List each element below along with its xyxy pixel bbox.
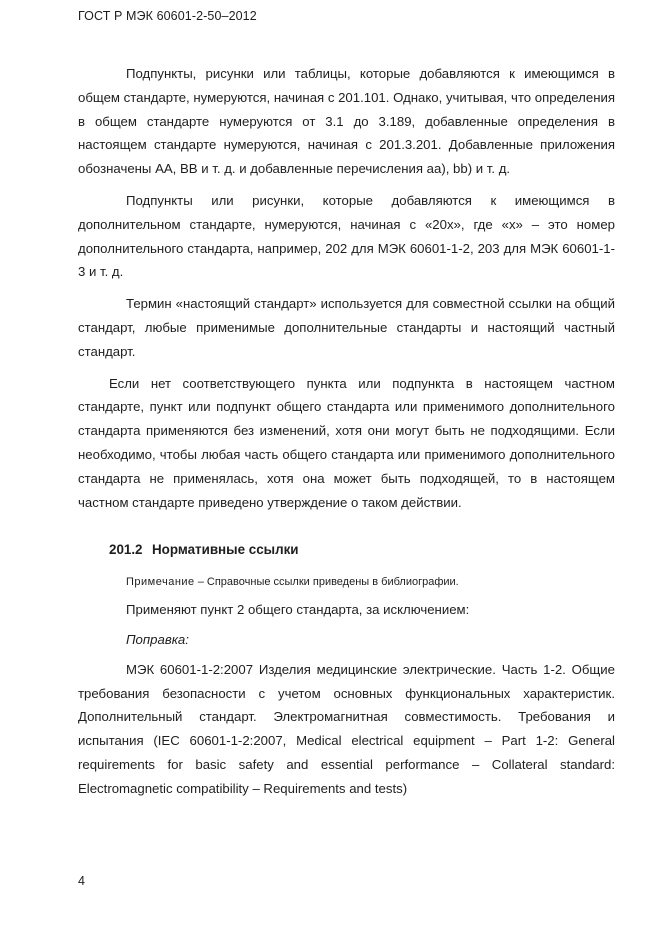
normative-reference: МЭК 60601-1-2:2007 Изделия медицинские электрические. Часть 1-2. Общие требования безопасности с учетом основных функциональных характеристик. Дополнительный стандарт. Электромагнитная совместимость. Требования и испытания (IEC 60601-1-2:2007, Medical electrical equipment – Part 1-2: General requirements for basic safety and essential performance – Collateral standard: Electromagnetic compatibility – Requirements and tests) — [78, 661, 615, 796]
paragraph-numbering-collateral: Подпункты или рисунки, которые добавляются к имеющимся в дополнительном стандарте, нумеруются, начиная с «20x», где «x» – это номер дополнительного стандарта, например, 202 для МЭК 60601-1-2, 203 для МЭК 60601-1-3 и т. д. — [78, 192, 615, 280]
paragraph-term-definition: Термин «настоящий стандарт» используется для совместной ссылки на общий стандарт, любые применимые дополнительные стандарты и настоящий частный стандарт. — [78, 296, 615, 359]
note-text: – Справочные ссылки приведены в библиографии. — [197, 576, 459, 589]
section-note — [126, 572, 615, 592]
note-label: Примечание — [126, 576, 195, 589]
document-header: ГОСТ Р МЭК 60601-2-50–2012 — [78, 9, 257, 23]
amendment-label: Поправка: — [126, 631, 189, 647]
section-number: 201.2 — [109, 542, 143, 558]
apply-statement: Применяют пункт 2 общего стандарта, за исключением: — [126, 602, 470, 618]
section-title: Нормативные ссылки — [152, 542, 299, 558]
page-number: 4 — [78, 874, 85, 888]
paragraph-applicability: Если нет соответствующего пункта или подпункта в настоящем частном стандарте, пункт или подпункт общего стандарта или применимого дополнительного стандарта применяются без изменений, хотя они могут быть не подходящими. Если необходимо, чтобы любая часть общего стандарта или применимого дополнительного стандарта не применялась, хотя она может быть подходящей, то в настоящем частном стандарте приведено утверждение о таком действии. — [78, 375, 615, 510]
document-body — [78, 62, 615, 801]
paragraph-numbering-general: Подпункты, рисунки или таблицы, которые добавляются к имеющимся в общем стандарте, нумеруются, начиная с 201.101. Однако, учитывая, что определения в общем стандарте нумеруются от 3.1 до 3.189, добавленные определения в настоящем стандарте нумеруются, начиная с 201.3.201. Добавленные приложения обозначены АА, ВВ и т. д. и добавленные перечисления aa), bb) и т. д. — [78, 66, 615, 177]
section-heading — [109, 538, 615, 562]
